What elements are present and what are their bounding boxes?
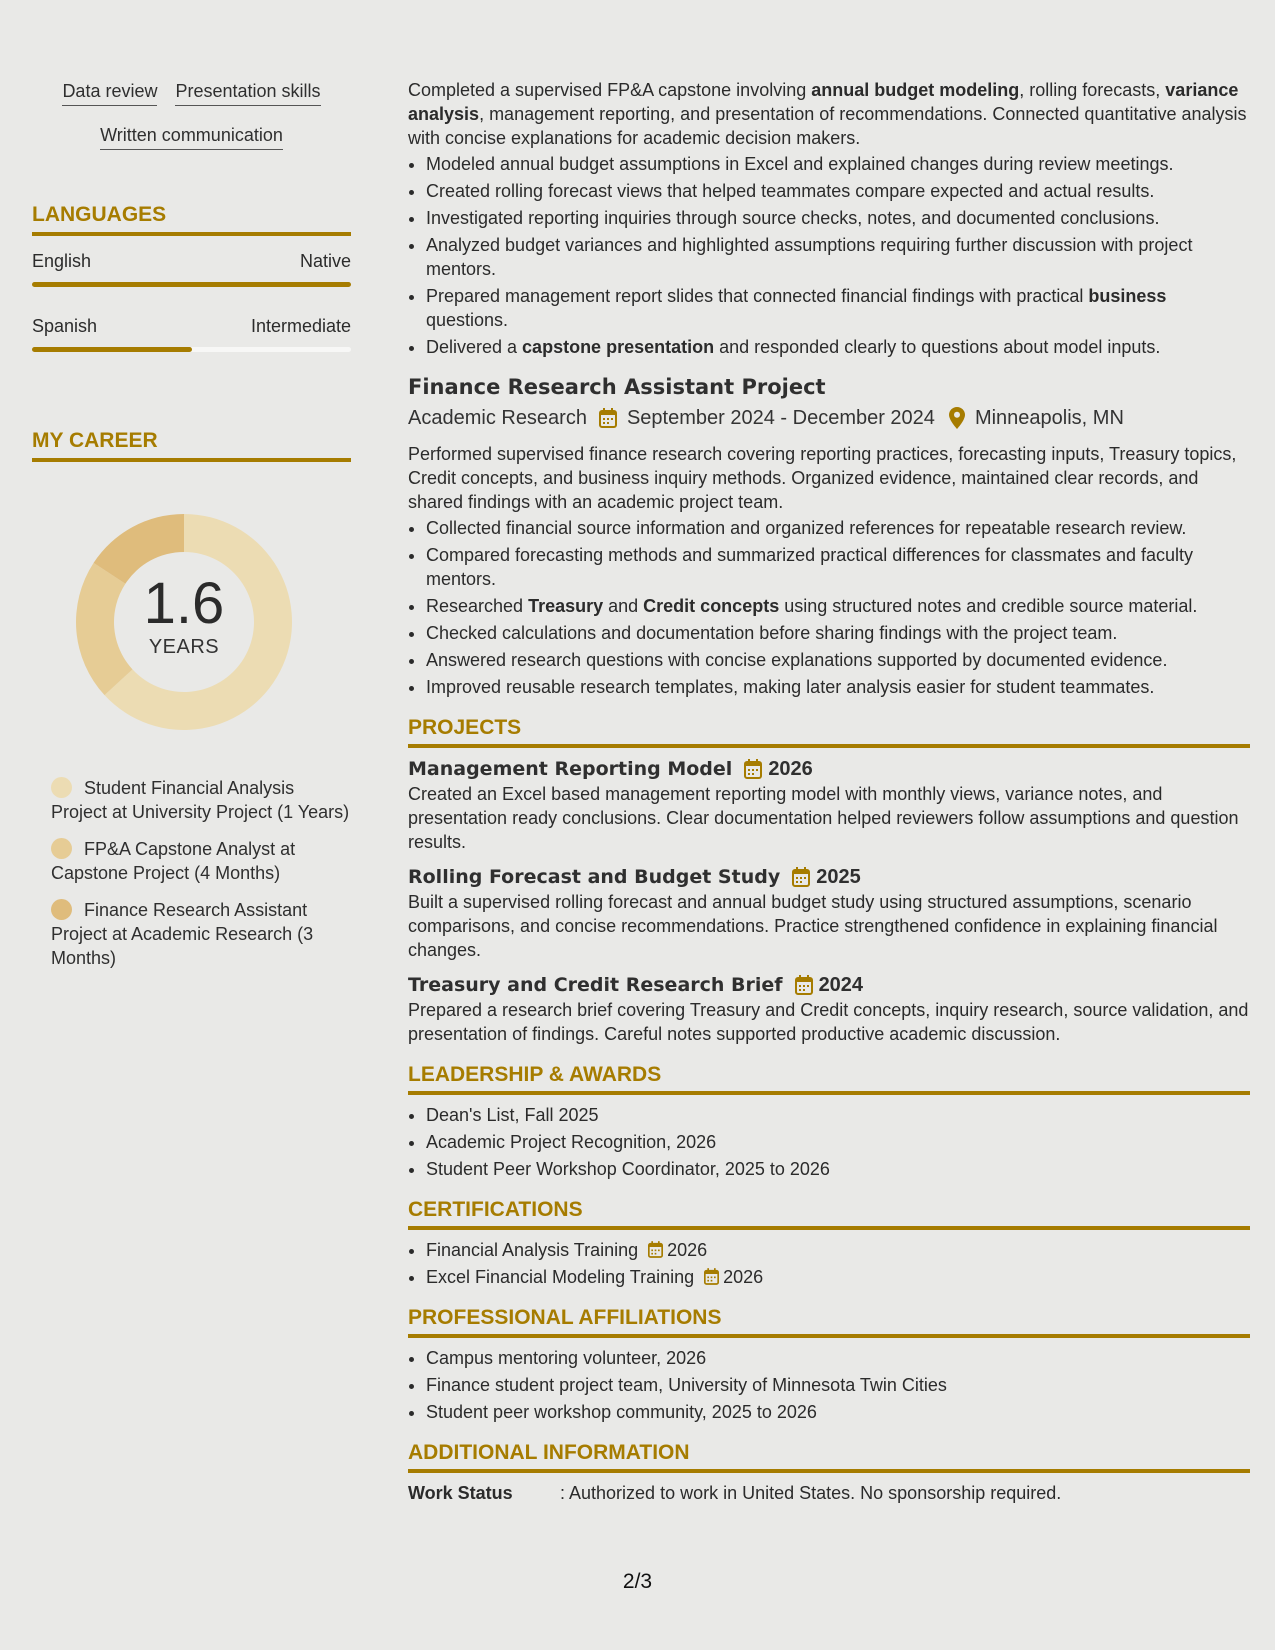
project-item	[408, 864, 1250, 962]
bullet-item: • Delivered a capstone presentation and responded clearly to questions about model inputs.	[426, 335, 1250, 359]
career-donut-chart	[64, 502, 304, 742]
affiliations-list	[408, 1346, 1250, 1424]
bullet-item: • Researched Treasury and Credit concepts using structured notes and credible source material.	[426, 594, 1250, 618]
certifications-heading: CERTIFICATIONS	[408, 1197, 1250, 1230]
affiliations-heading: PROFESSIONAL AFFILIATIONS	[408, 1305, 1250, 1338]
certifications-list	[408, 1238, 1250, 1289]
career-legend-item	[51, 837, 351, 885]
certification-item	[426, 1265, 1250, 1289]
career-legend	[32, 776, 351, 970]
job-title: Finance Research Assistant Project	[408, 375, 826, 399]
language-item	[32, 315, 351, 352]
bullet-item: • Answered research questions with concise explanations supported by documented evidence.	[426, 648, 1250, 672]
skill-tag: Written communication	[100, 124, 283, 150]
project-title: Rolling Forecast and Budget Study	[408, 866, 781, 888]
project-year: 2026	[768, 758, 813, 780]
project-title: Management Reporting Model	[408, 758, 733, 780]
bullet-item: • Improved reusable research templates, making later analysis easier for student teammates.	[426, 675, 1250, 699]
career-legend-text: FP&A Capstone Analyst at Capstone Project (4 Months)	[51, 839, 296, 883]
work-status-row	[408, 1481, 1250, 1505]
career-section	[32, 428, 351, 970]
legend-swatch	[51, 899, 72, 920]
certification-year: 2026	[723, 1267, 764, 1287]
affiliation-item: • Student peer workshop community, 2025 to 2026	[426, 1400, 1250, 1424]
job-bullets	[408, 516, 1250, 699]
language-bar-fill	[32, 347, 192, 352]
career-heading: MY CAREER	[32, 428, 351, 462]
language-name: Spanish	[32, 316, 98, 336]
languages-section	[32, 202, 351, 352]
career-legend-item	[51, 776, 351, 824]
project-item	[408, 756, 1250, 854]
leadership-heading: LEADERSHIP & AWARDS	[408, 1062, 1250, 1095]
languages-heading: LANGUAGES	[32, 202, 351, 236]
additional-heading: ADDITIONAL INFORMATION	[408, 1440, 1250, 1473]
career-legend-text: Finance Research Assistant Project at Academic Research (3 Months)	[51, 900, 314, 968]
career-total-value: 1.6	[143, 571, 225, 636]
page-number: 2/3	[622, 1570, 653, 1593]
leadership-list	[408, 1103, 1250, 1181]
language-bar-fill	[32, 282, 351, 287]
language-level: Native	[299, 251, 351, 271]
leadership-item: • Student Peer Workshop Coordinator, 2025 to 2026	[426, 1157, 1250, 1181]
bullet-item: • Checked calculations and documentation before sharing findings with the project team.	[426, 621, 1250, 645]
bullet-item: • Compared forecasting methods and summarized practical differences for classmates and faculty mentors.	[426, 543, 1250, 591]
calendar-icon	[795, 975, 813, 995]
left-column	[32, 80, 351, 983]
right-column	[408, 78, 1250, 1505]
work-status-label: Work Status	[408, 1483, 513, 1503]
job-summary: Completed a supervised FP&A capstone involving annual budget modeling, rolling forecasts, variance analysis, management reporting, and presentation of recommendations. Connected quantitative analysis with concise explanations for academic decision makers.	[408, 80, 1247, 148]
skill-tag: Presentation skills	[175, 80, 320, 106]
bullet-item: • Modeled annual budget assumptions in Excel and explained changes during review meetings.	[426, 152, 1250, 176]
job-meta	[408, 404, 1250, 432]
job-organization: Academic Research	[408, 407, 587, 429]
career-total-unit: YEARS	[148, 636, 220, 658]
project-year: 2024	[818, 974, 864, 996]
career-legend-item	[51, 898, 351, 970]
certification-name: Excel Financial Modeling Training	[426, 1267, 695, 1287]
bullet-item: • Created rolling forecast views that helped teammates compare expected and actual results.	[426, 179, 1250, 203]
certification-name: Financial Analysis Training	[426, 1240, 639, 1260]
bullet-item: • Collected financial source information and organized references for repeatable research review.	[426, 516, 1250, 540]
language-bar	[32, 347, 351, 352]
projects-heading: PROJECTS	[408, 715, 1250, 748]
projects-list	[408, 756, 1250, 1046]
career-legend-text: Student Financial Analysis Project at University Project (1 Years)	[51, 778, 350, 822]
calendar-icon	[704, 1268, 719, 1285]
language-item	[32, 250, 351, 287]
language-level: Intermediate	[250, 316, 351, 336]
job-dates: September 2024 - December 2024	[626, 407, 935, 429]
skills-list	[32, 80, 351, 150]
calendar-icon	[648, 1241, 663, 1258]
legend-swatch	[51, 838, 72, 859]
language-bar	[32, 282, 351, 287]
bullet-item: • Analyzed budget variances and highlighted assumptions requiring further discussion with project mentors.	[426, 233, 1250, 281]
affiliation-item: • Finance student project team, University of Minnesota Twin Cities	[426, 1373, 1250, 1397]
work-status-value: : Authorized to work in United States. No sponsorship required.	[560, 1483, 1062, 1503]
project-item	[408, 972, 1250, 1046]
calendar-icon	[792, 867, 810, 887]
calendar-icon	[599, 408, 617, 428]
leadership-item: • Dean's List, Fall 2025	[426, 1103, 1250, 1127]
calendar-icon	[744, 759, 762, 779]
project-year: 2025	[816, 866, 861, 888]
leadership-item: • Academic Project Recognition, 2026	[426, 1130, 1250, 1154]
project-description: Built a supervised rolling forecast and annual budget study using structured assumptions, scenario comparisons, and concise recommendations. Practice strengthened confidence in explaining financial changes.	[408, 892, 1218, 960]
bullet-item: • Prepared management report slides that connected financial findings with practical business questions.	[426, 284, 1250, 332]
certification-year: 2026	[667, 1240, 708, 1260]
job-summary: Performed supervised finance research covering reporting practices, forecasting inputs, Treasury topics, Credit concepts, and business inquiry methods. Organized evidence, maintained clear records, and shared findings with an academic project team.	[408, 444, 1237, 512]
affiliation-item: • Campus mentoring volunteer, 2026	[426, 1346, 1250, 1370]
skill-tag: Data review	[62, 80, 157, 106]
bullet-item: • Investigated reporting inquiries through source checks, notes, and documented conclusions.	[426, 206, 1250, 230]
legend-swatch	[51, 777, 72, 798]
project-description: Prepared a research brief covering Treasury and Credit concepts, inquiry research, source validation, and presentation of findings. Careful notes supported productive academic discussion.	[408, 1000, 1249, 1044]
project-title: Treasury and Credit Research Brief	[408, 974, 783, 996]
project-description: Created an Excel based management reporting model with monthly views, variance notes, and presentation ready conclusions. Clear documentation helped reviewers follow assumptions and question results.	[408, 784, 1239, 852]
job-bullets	[408, 152, 1250, 359]
certification-item	[426, 1238, 1250, 1262]
language-name: English	[32, 251, 92, 271]
job-location: Minneapolis, MN	[974, 407, 1124, 429]
map-pin-icon	[949, 407, 965, 429]
